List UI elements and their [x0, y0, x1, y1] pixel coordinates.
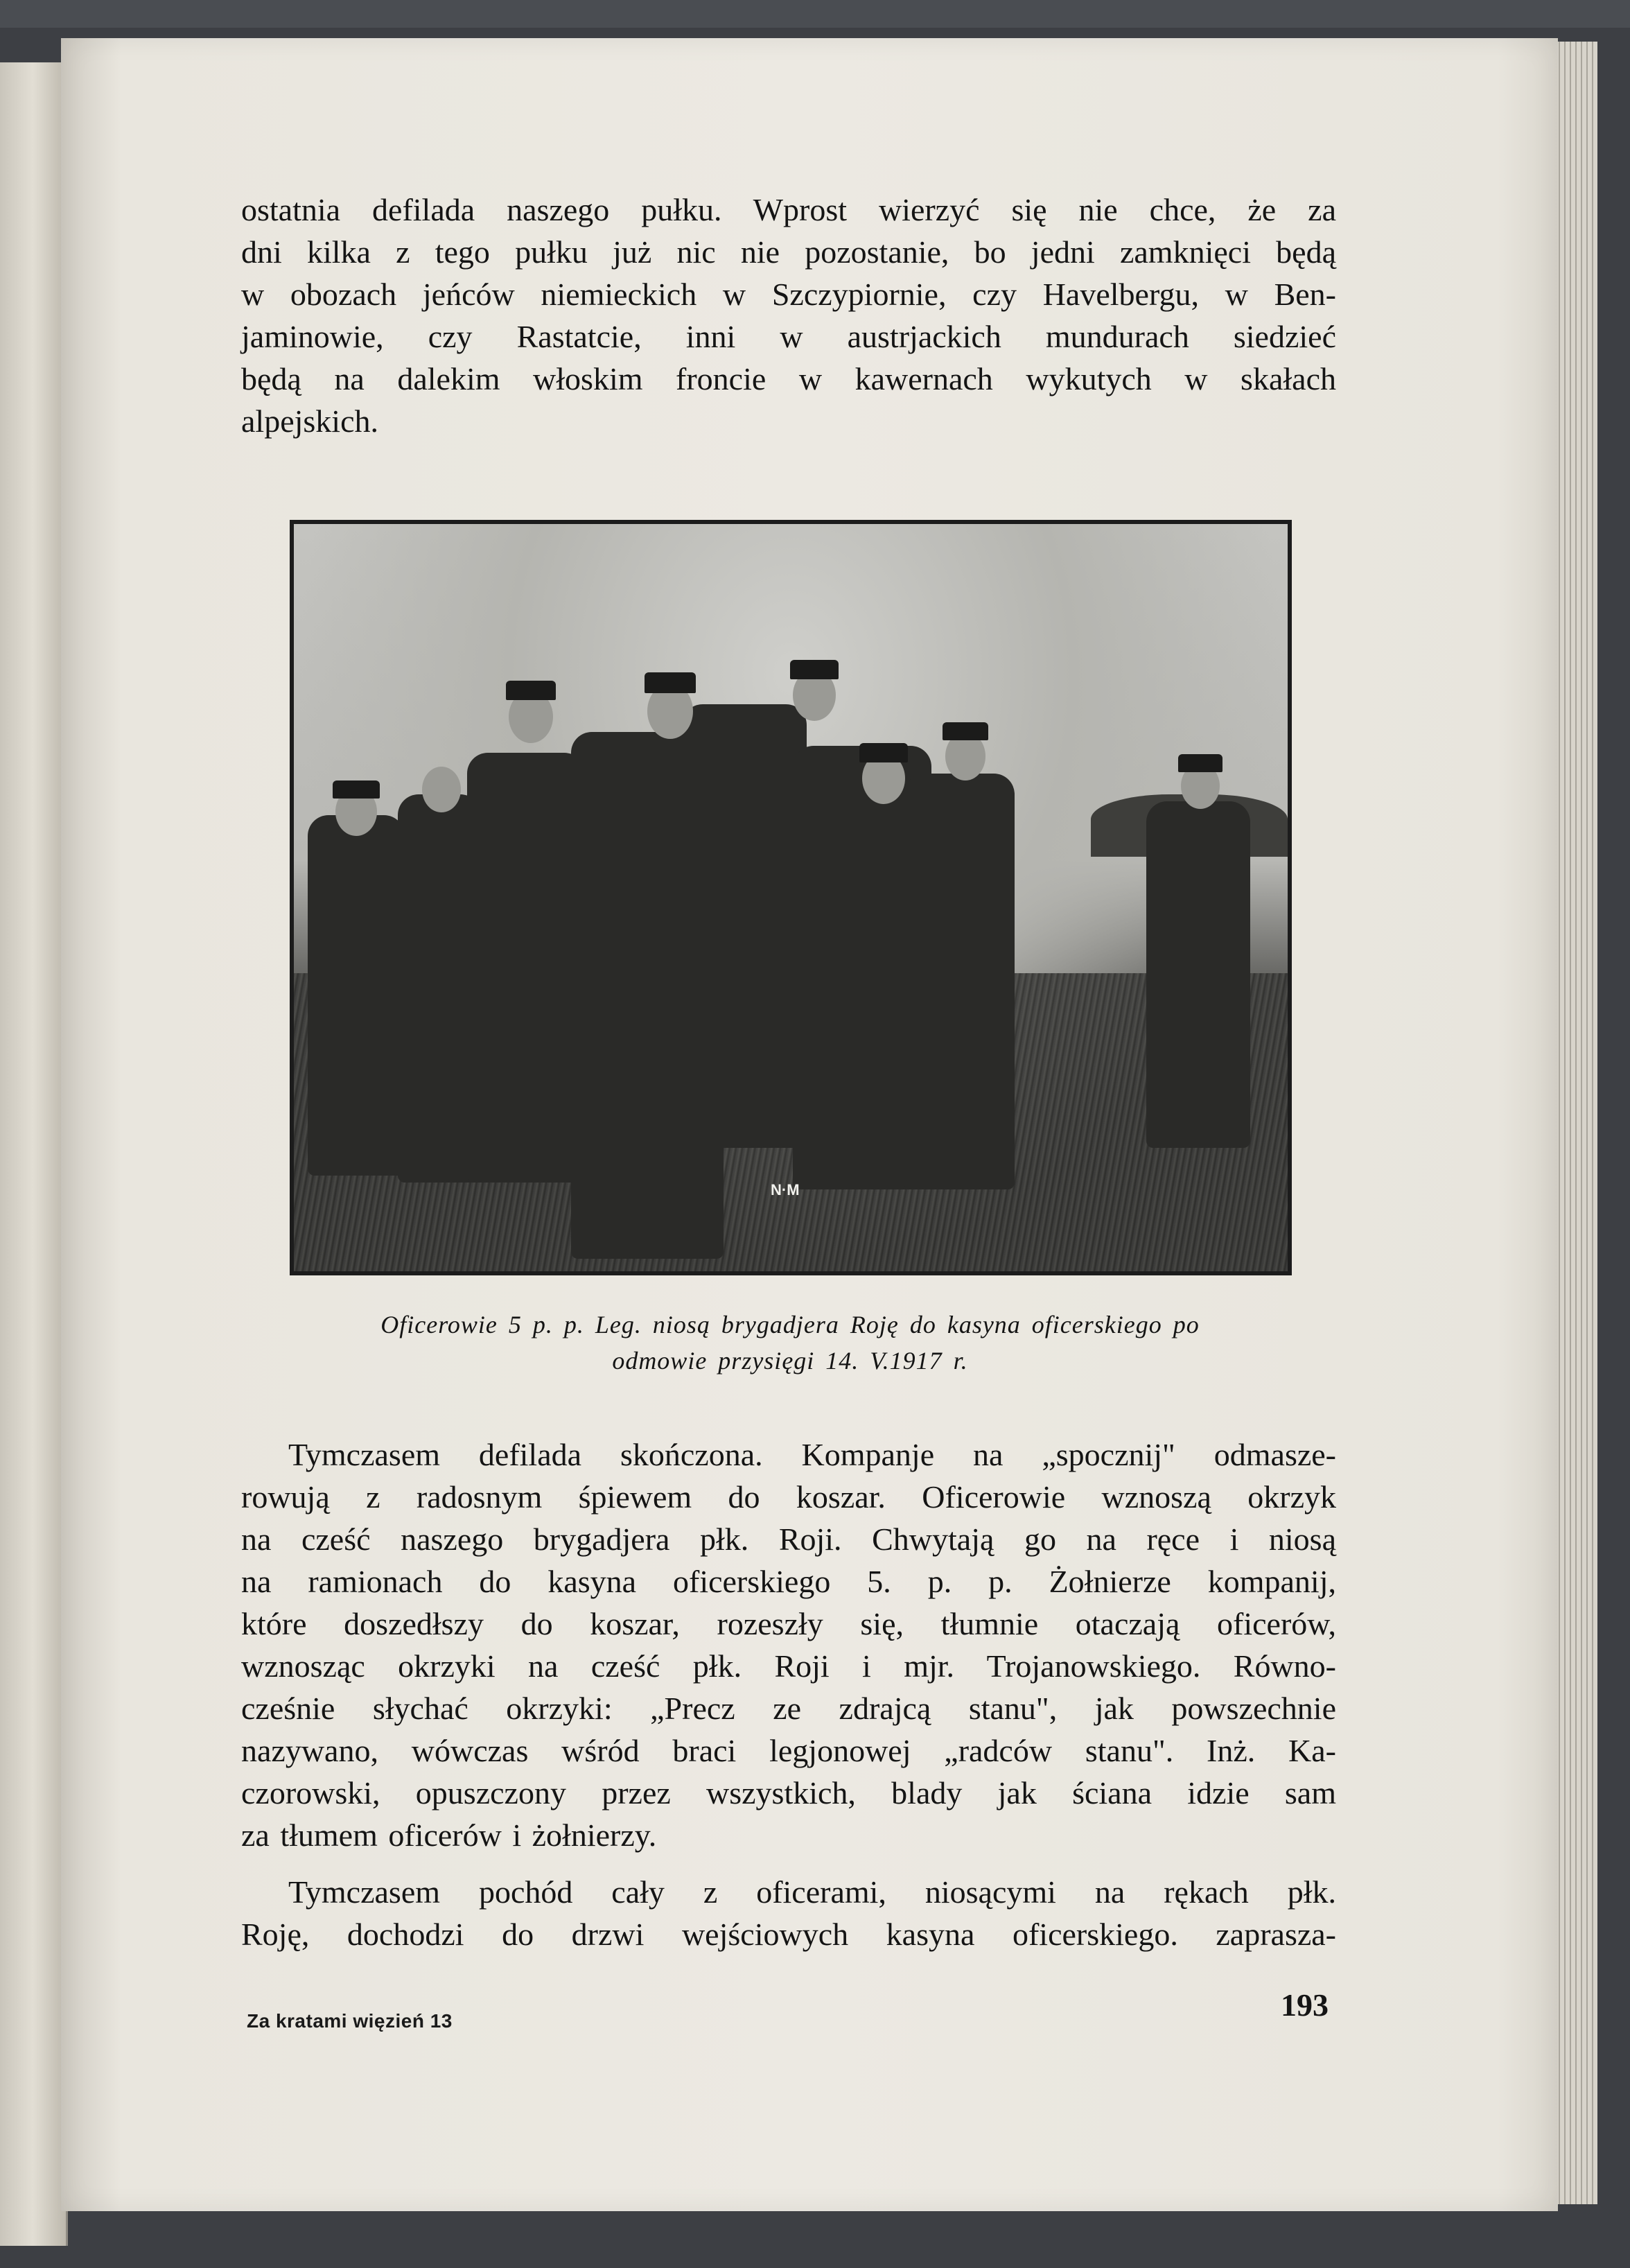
text-line: wznosząc okrzyki na cześć płk. Roji i mjr. Trojanowskiego. Równo- — [241, 1648, 1336, 1684]
text-line: które doszedłszy do koszar, rozeszły się, tłumnie otaczają oficerów, — [241, 1606, 1336, 1641]
text-line: czorowski, opuszczony przez wszystkich, blady jak ściana idzie sam — [241, 1775, 1336, 1811]
text-line: jaminowie, czy Rastatcie, inni w austrjackich mundurach siedzieć — [241, 319, 1336, 354]
text-line: rowują z radosnym śpiewem do koszar. Oficerowie wznoszą okrzyk — [241, 1479, 1336, 1515]
photo-cap — [506, 681, 556, 700]
photograph-officers-carrying-brigadier — [290, 520, 1292, 1275]
text-line: będą na dalekim włoskim froncie w kawernach wykutych w skałach — [241, 361, 1336, 396]
paragraph-2 — [241, 1433, 1336, 1856]
photo-cap — [645, 672, 696, 693]
page-number: 193 — [1281, 1987, 1329, 2023]
photo-cap — [1178, 754, 1222, 772]
photo-cap — [859, 743, 908, 762]
text-line: dni kilka z tego pułku już nic nie pozostanie, bo jedni zamknięci będą — [241, 234, 1336, 270]
photo-head — [422, 767, 461, 812]
caption-line: Oficerowie 5 p. p. Leg. niosą brygadjera Roję do kasyna oficerskiego po — [380, 1311, 1200, 1338]
paragraph-top — [241, 189, 1336, 442]
text-line: w obozach jeńców niemieckich w Szczypiornie, czy Havelbergu, w Ben- — [241, 277, 1336, 312]
photo-cap — [943, 722, 988, 740]
signature-mark: Za kratami więzień 13 — [247, 2010, 453, 2032]
text-line: cześnie słychać okrzyki: „Precz ze zdrajcą stanu", jak powszechnie — [241, 1691, 1336, 1726]
photo-figure — [682, 704, 807, 1148]
text-line: na ramionach do kasyna oficerskiego 5. p. p. Żołnierze kompanij, — [241, 1564, 1336, 1599]
photo-figure — [467, 753, 585, 1183]
photo-figure — [1146, 801, 1250, 1148]
text-line: na cześć naszego brygadjera płk. Roji. Chwytają go na ręce i niosą — [241, 1521, 1336, 1557]
text-line: za tłumem oficerów i żołnierzy. — [241, 1817, 657, 1853]
text-line: nazywano, wówczas wśród braci legjonowej „radców stanu". Inż. Ka- — [241, 1733, 1336, 1768]
photo-mark: N·M — [771, 1181, 800, 1198]
text-line: alpejskich. — [241, 403, 378, 439]
text-line: Tymczasem pochód cały z oficerami, niosącymi na rękach płk. — [288, 1874, 1336, 1910]
photo-cap — [790, 660, 839, 679]
text-line: Roję, dochodzi do drzwi wejściowych kasyna oficerskiego. zaprasza- — [241, 1917, 1336, 1952]
text-line: Tymczasem defilada skończona. Kompanje na „spocznij" odmasze- — [288, 1437, 1336, 1472]
left-page-edge — [0, 62, 68, 2246]
text-line: ostatnia defilada naszego pułku. Wprost wierzyć się nie chce, że za — [241, 192, 1336, 227]
photo-figure — [904, 774, 1015, 1189]
photo-caption — [277, 1307, 1303, 1379]
paragraph-3 — [241, 1871, 1336, 1955]
photo-cap — [333, 780, 380, 799]
caption-line: odmowie przysięgi 14. V.1917 r. — [612, 1347, 968, 1375]
photo-figure — [308, 815, 405, 1176]
